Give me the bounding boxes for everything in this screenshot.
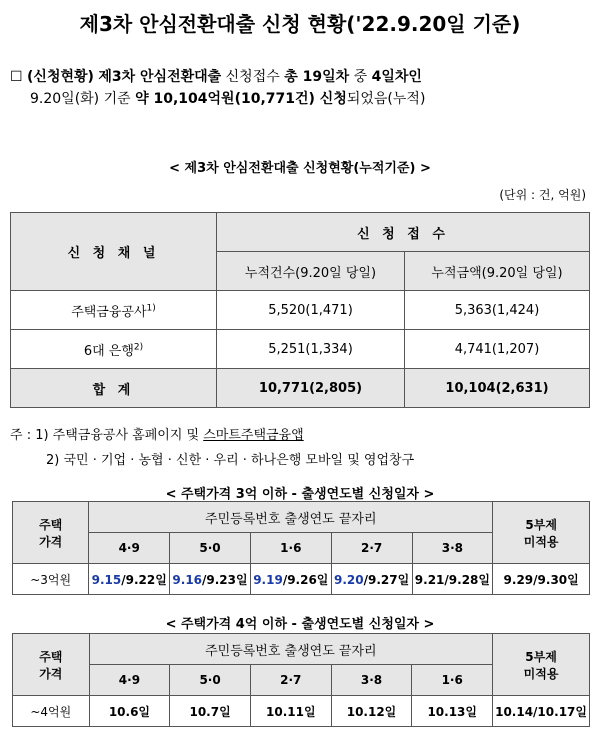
digit-cell: 1·6 [412,665,493,696]
table3-caption: < 주택가격 4억 이하 - 출생연도별 신청일자 > [165,617,435,632]
channel-name: 주택금융공사$^{1)}$ [11,291,217,330]
digit-header: 주민등록번호 출생연도 끝자리 [89,502,493,533]
header-count: 누적건수(9.20일 당일) [217,252,405,291]
table-row [11,330,590,369]
count-cell: 5,520(1,471) [217,291,405,330]
note-2: 2) 국민 · 기업 · 농협 · 신한 · 우리 · 하나은행 모바일 및 영업창구 [46,453,415,468]
checkbox-icon: ☐ [10,69,23,85]
total-amount: 10,104(2,631) [405,369,590,408]
intro-seg4: 중 [353,69,368,85]
intro-line2-c: 되었음(누적) [346,91,426,107]
total-label: 합 계 [11,369,217,408]
date-cell: 10.6일 [89,696,170,727]
note-1: 주 : 1) 주택금융공사 홈페이지 및 스마트주택금융앱 [10,428,304,443]
date-cell: 10.11일 [250,696,331,727]
amount-cell: 5,363(1,424) [405,291,590,330]
price-header: 주택 가격 [13,634,90,696]
table2-caption: < 주택가격 3억 이하 - 출생연도별 신청일자 > [165,487,435,502]
application-status-table [10,212,590,408]
date-cell: 9.15/9.22일 [89,564,170,595]
intro-line-2 [10,88,595,110]
app-link: 스마트주택금융앱 [203,428,304,443]
table-row [11,291,590,330]
intro-paragraph [10,66,595,110]
intro-label: (신청현황) [27,69,94,85]
intro-seg5: 4일차인 [371,69,422,85]
intro-seg3: 총 19일차 [284,69,350,85]
header-apply: 신 청 접 수 [217,213,590,252]
intro-line2-a: 9.20일(화) 기준 [30,91,131,107]
date-cell: 10.13일 [412,696,493,727]
date-cell: 9.21/9.28일 [412,564,493,595]
table-row [13,564,590,595]
count-cell: 5,251(1,334) [217,330,405,369]
fivebujae-header: 5부제 미적용 [493,634,590,696]
price-label: ~3억원 [13,564,89,595]
date-cell: 9.20/9.27일 [331,564,412,595]
schedule-table-3eok [12,501,590,595]
schedule-table-4eok [12,633,590,727]
date-cell: 9.16/9.23일 [170,564,251,595]
total-count: 10,771(2,805) [217,369,405,408]
amount-cell: 4,741(1,207) [405,330,590,369]
digit-cell: 3·8 [412,533,493,564]
price-label: ~4억원 [13,696,90,727]
digit-cell: 5·0 [170,533,251,564]
digit-cell: 5·0 [170,665,251,696]
date-cell: 10.7일 [170,696,251,727]
price-header: 주택 가격 [13,502,89,564]
digit-header: 주민등록번호 출생연도 끝자리 [89,634,492,665]
digit-cell: 4·9 [89,665,170,696]
date-cell: 9.19/9.26일 [250,564,331,595]
intro-seg1: 제3차 안심전환대출 [98,69,222,85]
last-date-cell: 9.29/9.30일 [493,564,590,595]
header-channel: 신 청 채 널 [11,213,217,291]
digit-cell: 4·9 [89,533,170,564]
table-row [13,696,590,727]
fivebujae-header: 5부제 미적용 [493,502,590,564]
table1-unit: (단위 : 건, 억원) [499,188,586,202]
total-row [11,369,590,408]
intro-line2-b: 약 10,104억원(10,771건) 신청 [135,91,347,107]
channel-name: 6대 은행$^{2)}$ [11,330,217,369]
intro-line-1 [10,66,595,88]
digit-cell: 1·6 [250,533,331,564]
digit-cell: 3·8 [331,665,412,696]
digit-cell: 2·7 [250,665,331,696]
intro-seg2: 신청접수 [225,69,280,85]
last-date-cell: 10.14/10.17일 [493,696,590,727]
table1-caption: < 제3차 안심전환대출 신청현황(누적기준) > [169,161,431,176]
header-amount: 누적금액(9.20일 당일) [405,252,590,291]
page-title: 제3차 안심전환대출 신청 현황('22.9.20일 기준) [79,12,521,36]
date-cell: 10.12일 [331,696,412,727]
digit-cell: 2·7 [331,533,412,564]
